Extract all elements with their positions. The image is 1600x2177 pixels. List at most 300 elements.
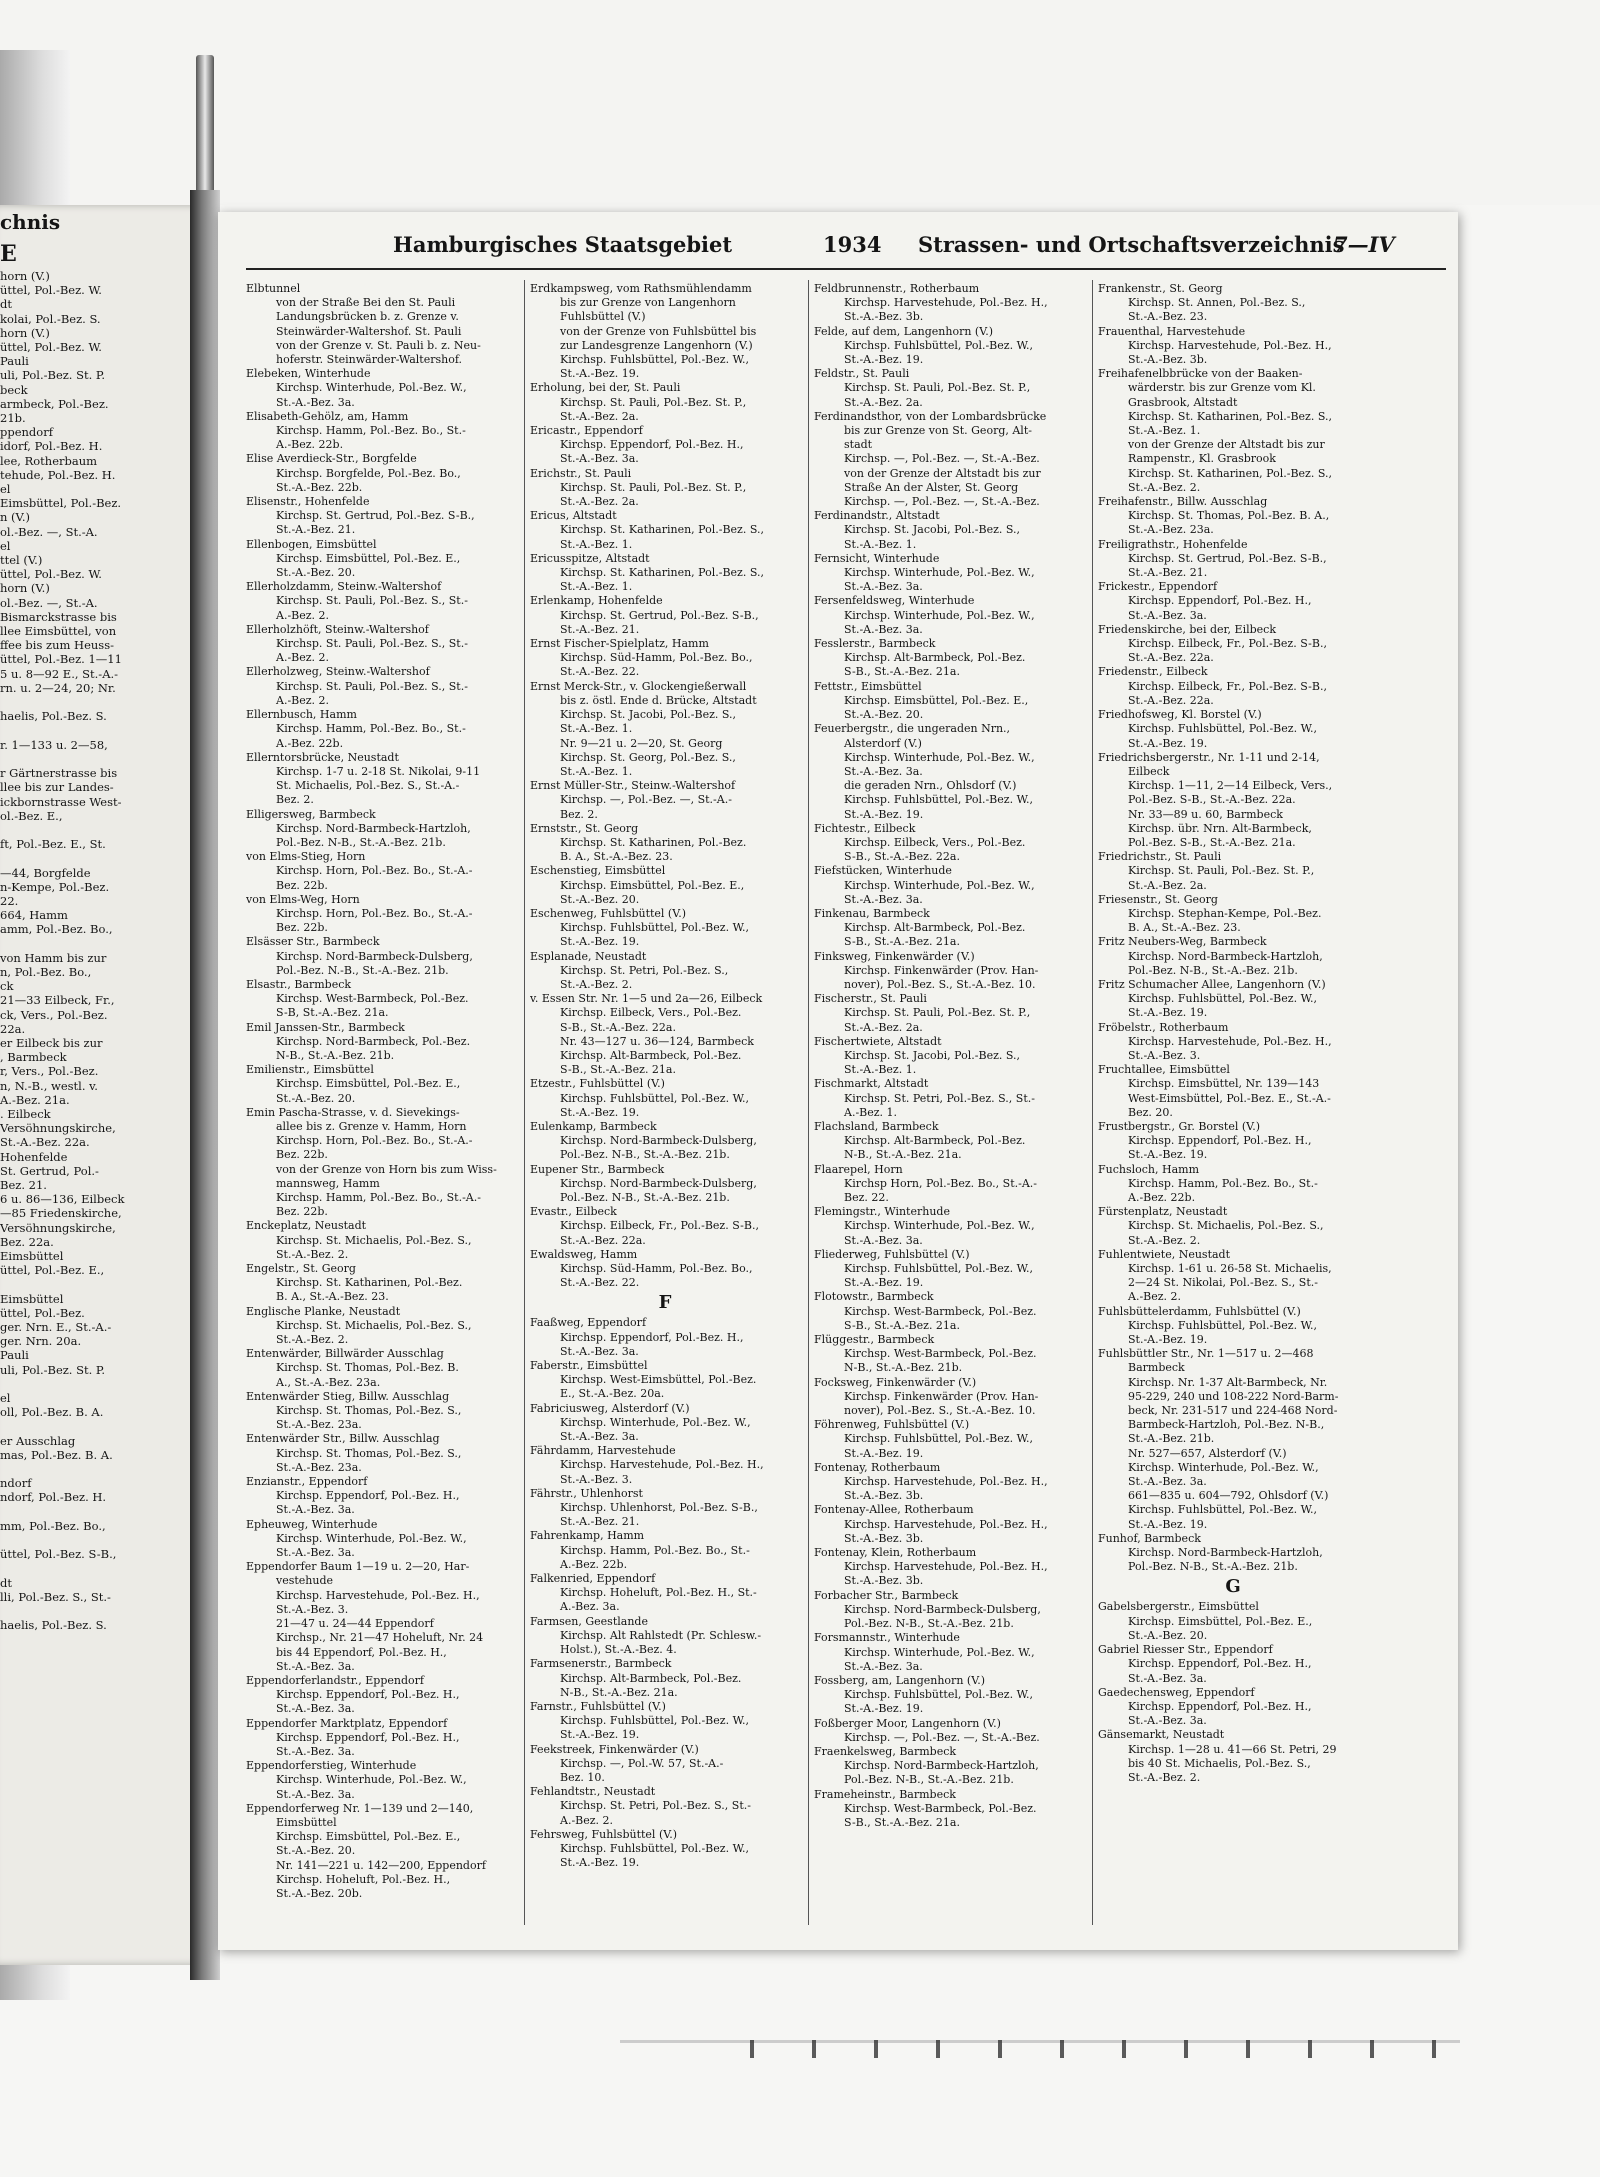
street-name: Entenwärder Stieg, Billw. Ausschlag — [246, 1389, 450, 1403]
street-detail: Kirchsp. übr. Nrn. Alt-Barmbeck, — [1128, 821, 1312, 835]
street-detail: bis z. östl. Ende d. Brücke, Altstadt — [560, 693, 757, 707]
left-page-line: üttel, Pol.-Bez. E., — [0, 1263, 105, 1278]
street-name: Ellenbogen, Eimsbüttel — [246, 537, 377, 551]
street-entry — [530, 822, 800, 865]
street-detail: Kirchsp. Eilbeck, Vers., Pol.-Bez. — [844, 835, 1026, 849]
street-entry — [246, 1560, 516, 1674]
street-detail: St.-A.-Bez. 3a. — [1128, 1714, 1207, 1728]
street-name: Forsmannstr., Winterhude — [814, 1631, 960, 1645]
street-detail: St.-A.-Bez. 1. — [560, 580, 633, 594]
street-detail: Kirchsp. Uhlenhorst, Pol.-Bez. S-B., — [560, 1501, 758, 1515]
street-detail: Kirchsp. Süd-Hamm, Pol.-Bez. Bo., — [560, 1262, 753, 1276]
street-detail: Kirchsp. St. Thomas, Pol.-Bez. S., — [276, 1404, 462, 1418]
street-detail: St.-A.-Bez. 21. — [1128, 566, 1208, 580]
street-detail: St.-A.-Bez. 3a. — [276, 1659, 355, 1673]
street-name: Elisenstr., Hohenfelde — [246, 495, 370, 509]
left-page-line — [0, 1505, 190, 1519]
street-detail: Kirchsp. St. Georg, Pol.-Bez. S., — [560, 750, 736, 764]
street-name: von Elms-Weg, Horn — [246, 892, 360, 906]
street-detail: St.-A.-Bez. 2. — [1128, 1770, 1201, 1784]
street-detail: Kirchsp. St. Thomas, Pol.-Bez. B. A., — [1128, 509, 1330, 523]
street-name: Flotowstr., Barmbeck — [814, 1290, 934, 1304]
street-detail: Kirchsp. Nord-Barmbeck-Dulsberg, — [560, 1176, 757, 1190]
street-detail: nover), Pol.-Bez. S., St.-A.-Bez. 10. — [844, 977, 1036, 991]
street-detail: St.-A.-Bez. 20. — [560, 892, 640, 906]
street-entry — [1098, 1248, 1368, 1305]
street-entry — [530, 1205, 800, 1248]
street-detail: St.-A.-Bez. 3a. — [844, 1233, 923, 1247]
street-name: Ferdinandstr., Altstadt — [814, 509, 940, 523]
street-entry — [530, 467, 800, 510]
street-detail: Bez. 22. — [844, 1191, 889, 1204]
left-page-line: Bez. 21. — [0, 1178, 47, 1192]
street-detail: A.-Bez. 2. — [276, 693, 330, 707]
street-name: Gänsemarkt, Neustadt — [1098, 1728, 1225, 1742]
street-name: Finksweg, Finkenwärder (V.) — [814, 949, 975, 963]
street-detail: allee bis z. Grenze v. Hamm, Horn — [276, 1119, 467, 1133]
street-name: Ellernbusch, Hamm — [246, 708, 357, 722]
street-detail: Kirchsp. St. Jacobi, Pol.-Bez. S., — [844, 1048, 1020, 1062]
left-page-line: ndorf — [0, 1476, 32, 1491]
street-detail: Kirchsp. Winterhude, Pol.-Bez. W., — [844, 566, 1035, 580]
left-page-line: A.-Bez. 21a. — [0, 1092, 70, 1107]
street-detail: St.-A.-Bez. 19. — [1128, 1333, 1208, 1347]
left-page-line: ol.-Bez. —, St.-A. — [0, 595, 98, 610]
street-name: Elsastr., Barmbeck — [246, 977, 352, 991]
street-detail: St.-A.-Bez. 22a. — [560, 1233, 646, 1247]
left-page-line: er Eilbeck bis zur — [0, 1035, 103, 1050]
street-detail: Kirchsp. St. Michaelis, Pol.-Bez. S., — [276, 1233, 472, 1247]
left-page-line: Bismarckstrasse bis — [0, 609, 117, 624]
street-detail: St.-A.-Bez. 19. — [560, 935, 640, 949]
street-name: Fritz Neubers-Weg, Barmbeck — [1098, 935, 1267, 949]
street-detail: Pol.-Bez. S-B., St.-A.-Bez. 21a. — [1128, 835, 1296, 849]
street-detail: Bez. 22b. — [276, 1148, 328, 1162]
left-page-line — [0, 724, 190, 738]
street-detail: St.-A.-Bez. 1. — [844, 1063, 917, 1077]
street-detail: von der Grenze von Fuhlsbüttel bis — [560, 324, 757, 338]
street-detail: A.-Bez. 3a. — [560, 1600, 620, 1614]
left-page-line: Hohenfelde — [0, 1149, 68, 1164]
left-page-line — [0, 752, 190, 766]
street-entry — [246, 850, 516, 893]
street-detail: Pol.-Bez. N-B., St.-A.-Bez. 21b. — [1128, 1560, 1298, 1574]
street-name: Friesenstr., St. Georg — [1098, 892, 1218, 906]
street-detail: Kirchsp. Winterhude, Pol.-Bez. W., — [844, 608, 1035, 622]
street-detail: Kirchsp. West-Barmbeck, Pol.-Bez. — [276, 992, 469, 1006]
street-entry — [1098, 1728, 1368, 1785]
street-detail: Kirchsp. West-Barmbeck, Pol.-Bez. — [844, 1304, 1037, 1318]
street-detail: Kirchsp. Fuhlsbüttel, Pol.-Bez. W., — [844, 1688, 1033, 1702]
street-detail: St.-A.-Bez. 3. — [560, 1472, 633, 1486]
street-name: Fersenfeldsweg, Winterhude — [814, 594, 975, 608]
street-entry — [530, 1572, 800, 1615]
street-detail: S-B., St.-A.-Bez. 21a. — [844, 1815, 960, 1829]
street-entry — [814, 410, 1084, 509]
street-entry — [246, 935, 516, 978]
left-page-line: Eimsbüttel, Pol.-Bez. — [0, 496, 122, 511]
street-detail: Kirchsp. Nord-Barmbeck-Dulsberg, — [844, 1602, 1041, 1616]
street-entry — [814, 1717, 1084, 1745]
street-detail: von der Grenze von Horn bis zum Wiss- — [276, 1162, 497, 1176]
header-title-right: Strassen- und Ortschaftsverzeichnis — [918, 232, 1345, 257]
street-entry — [246, 1432, 516, 1475]
street-detail: Bez. 22b. — [276, 921, 328, 935]
street-name: Foßberger Moor, Langenhorn (V.) — [814, 1716, 1001, 1730]
street-detail: Kirchsp. Horn, Pol.-Bez. Bo., St.-A.- — [276, 906, 473, 920]
street-detail: Kirchsp. Winterhude, Pol.-Bez. W., — [844, 878, 1035, 892]
street-entry — [530, 1444, 800, 1487]
street-detail: Kirchsp. St. Thomas, Pol.-Bez. S., — [276, 1446, 462, 1460]
street-detail: Kirchsp. Winterhude, Pol.-Bez. W., — [560, 1415, 751, 1429]
street-detail: S-B., St.-A.-Bez. 22a. — [560, 1020, 676, 1034]
street-entry — [814, 680, 1084, 723]
street-entry — [814, 1503, 1084, 1546]
left-page-line: tehude, Pol.-Bez. H. — [0, 467, 116, 482]
street-detail: Kirchsp. St. Katharinen, Pol.-Bez. S., — [560, 523, 764, 537]
street-name: Friedrichsbergerstr., Nr. 1-11 und 2-14, — [1098, 750, 1320, 764]
street-name: Fischertwiete, Altstadt — [814, 1034, 942, 1048]
street-detail: St.-A.-Bez. 3. — [276, 1602, 349, 1616]
street-entry — [246, 978, 516, 1021]
street-detail: Kirchsp. Fuhlsbüttel, Pol.-Bez. W., — [560, 353, 749, 367]
street-entry — [1098, 1643, 1368, 1686]
street-detail: A.-Bez. 2. — [276, 651, 330, 665]
street-detail: Kirchsp. Fuhlsbüttel, Pol.-Bez. W., — [844, 793, 1033, 807]
street-detail: Kirchsp. St. Jacobi, Pol.-Bez. S., — [560, 708, 736, 722]
street-detail: Kirchsp. Eimsbüttel, Pol.-Bez. E., — [560, 878, 745, 892]
left-page-line — [0, 1462, 190, 1476]
left-page-line: beck — [0, 382, 28, 397]
street-entry — [1098, 1600, 1368, 1643]
left-page-line: uli, Pol.-Bez. St. P. — [0, 368, 105, 383]
street-name: Fischerstr., St. Pauli — [814, 992, 927, 1006]
left-page-line: , Barmbeck — [0, 1050, 67, 1065]
street-detail: A., St.-A.-Bez. 23a. — [276, 1375, 381, 1389]
street-name: Fernsicht, Winterhude — [814, 551, 940, 565]
left-page-line: ol.-Bez. E., — [0, 808, 63, 823]
left-page-line: —85 Friedenskirche, — [0, 1206, 122, 1221]
street-detail: 95-229, 240 und 108-222 Nord-Barm- — [1128, 1389, 1339, 1403]
street-detail: St.-A.-Bez. 19. — [844, 1446, 924, 1460]
street-entry — [1098, 495, 1368, 538]
street-detail: Barmbeck-Hartzloh, Pol.-Bez. N-B., — [1128, 1418, 1325, 1432]
street-detail: Kirchsp. Nord-Barmbeck-Dulsberg, — [560, 1134, 757, 1148]
street-name: Ferdinandsthor, von der Lombardsbrücke — [814, 409, 1047, 423]
street-detail: Landungsbrücken b. z. Grenze v. — [276, 310, 459, 324]
street-name: Entenwärder Str., Billw. Ausschlag — [246, 1432, 440, 1446]
left-page-line: n, Pol.-Bez. Bo., — [0, 964, 92, 979]
street-name: Erdkampsweg, vom Rathsmühlendamm — [530, 282, 752, 295]
street-entry — [814, 1788, 1084, 1831]
street-detail: die geraden Nrn., Ohlsdorf (V.) — [844, 779, 1017, 793]
binding-clip — [196, 55, 214, 205]
left-page-line: dt — [0, 1575, 12, 1590]
street-entry — [530, 1316, 800, 1359]
street-entry — [1098, 1686, 1368, 1729]
street-name: Fontenay, Rotherbaum — [814, 1460, 941, 1474]
left-page-line: 22. — [0, 893, 19, 908]
street-entry — [530, 1657, 800, 1700]
left-page-line: horn (V.) — [0, 581, 50, 596]
street-detail: Kirchsp. Nord-Barmbeck-Dulsberg, — [276, 949, 473, 963]
street-name: Epheuweg, Winterhude — [246, 1517, 378, 1531]
street-detail: Kirchsp. Finkenwärder (Prov. Han- — [844, 1389, 1039, 1403]
street-detail: Kirchsp. Harvestehude, Pol.-Bez. H., — [560, 1458, 764, 1472]
street-detail: St.-A.-Bez. 19. — [1128, 1006, 1208, 1020]
street-detail: St.-A.-Bez. 3a. — [276, 1744, 355, 1758]
left-page-line: ickbornstrasse West- — [0, 794, 122, 809]
street-name: Elsässer Str., Barmbeck — [246, 935, 380, 949]
street-detail: Bez. 2. — [560, 807, 598, 821]
street-name: Focksweg, Finkenwärder (V.) — [814, 1375, 977, 1389]
left-page-line — [0, 937, 190, 951]
street-entry — [1098, 1120, 1368, 1163]
street-name: Gabelsbergerstr., Eimsbüttel — [1098, 1600, 1259, 1614]
street-detail: St.-A.-Bez. 20b. — [276, 1886, 363, 1900]
street-entry — [530, 1120, 800, 1163]
street-detail: St.-A.-Bez. 2. — [560, 977, 633, 991]
left-page-line: St.-A.-Bez. 22a. — [0, 1135, 90, 1150]
street-name: Engelstr., St. Georg — [246, 1262, 356, 1276]
street-name: Gaedechensweg, Eppendorf — [1098, 1685, 1255, 1699]
street-entry — [814, 907, 1084, 950]
left-page-line: llee Eimsbüttel, von — [0, 624, 117, 639]
street-detail: St.-A.-Bez. 2. — [276, 1333, 349, 1347]
street-entry — [1098, 935, 1368, 978]
street-name: Feuerbergstr., die ungeraden Nrn., — [814, 722, 1011, 736]
left-page-line: n, N.-B., westl. v. — [0, 1078, 98, 1093]
street-detail: St.-A.-Bez. 2a. — [1128, 878, 1207, 892]
column-divider — [808, 280, 809, 1925]
left-page-line: üttel, Pol.-Bez. 1—11 — [0, 652, 122, 667]
street-name: Fürstenplatz, Neustadt — [1098, 1205, 1228, 1219]
street-name: Eschenweg, Fuhlsbüttel (V.) — [530, 906, 687, 920]
street-name: Elisabeth-Gehölz, am, Hamm — [246, 409, 409, 423]
street-name: Elebeken, Winterhude — [246, 367, 371, 381]
street-detail: St.-A.-Bez. 20. — [276, 1091, 356, 1105]
street-entry — [530, 1785, 800, 1828]
street-name: Erlenkamp, Hohenfelde — [530, 594, 663, 608]
street-detail: Kirchsp. Hamm, Pol.-Bez. Bo., St.-A.- — [276, 1191, 481, 1204]
street-detail: bis 40 St. Michaelis, Pol.-Bez. S., — [1128, 1756, 1311, 1770]
street-detail: Pol.-Bez. S-B., St.-A.-Bez. 22a. — [1128, 793, 1296, 807]
street-detail: Kirchsp. Nord-Barmbeck-Hartzloh, — [276, 821, 471, 835]
left-page-line — [0, 823, 190, 837]
street-detail: St.-A.-Bez. 22b. — [276, 480, 363, 494]
street-detail: S-B., St.-A.-Bez. 21a. — [844, 935, 960, 949]
street-detail: bis zur Grenze von St. Georg, Alt- — [844, 424, 1032, 438]
street-detail: Kirchsp. Eppendorf, Pol.-Bez. H., — [560, 438, 744, 452]
left-page-line: r Gärtnerstrasse bis — [0, 766, 118, 781]
street-detail: Kirchsp. St. Pauli, Pol.-Bez. St. P., — [560, 395, 747, 409]
street-entry — [246, 1063, 516, 1106]
street-entry — [530, 1487, 800, 1530]
street-detail: St.-A.-Bez. 3a. — [276, 1787, 355, 1801]
street-entry — [530, 950, 800, 993]
street-detail: Kirchsp. West-Barmbeck, Pol.-Bez. — [844, 1347, 1037, 1361]
left-page-line: üttel, Pol.-Bez. S-B., — [0, 1547, 117, 1562]
directory-page — [218, 212, 1458, 1950]
section-letter: G — [1225, 1576, 1241, 1598]
street-detail: Kirchsp. St. Katharinen, Pol.-Bez. — [276, 1276, 463, 1290]
left-page-line: ndorf, Pol.-Bez. H. — [0, 1490, 107, 1505]
street-detail: Pol.-Bez. N-B., St.-A.-Bez. 21b. — [560, 1191, 730, 1204]
street-detail: Kirchsp. St. Michaelis, Pol.-Bez. S., — [1128, 1219, 1324, 1233]
street-detail: St.-A.-Bez. 1. — [560, 537, 633, 551]
street-name: Eppendorfer Marktplatz, Eppendorf — [246, 1716, 448, 1730]
street-detail: Kirchsp. Eimsbüttel, Pol.-Bez. E., — [844, 693, 1029, 707]
street-entry — [814, 1376, 1084, 1419]
street-detail: Kirchsp. St. Pauli, Pol.-Bez. St. P., — [844, 1006, 1031, 1020]
street-detail: Kirchsp. Hamm, Pol.-Bez. Bo., St.- — [276, 424, 466, 438]
street-entry — [530, 509, 800, 552]
street-detail: St.-A.-Bez. 19. — [844, 353, 924, 367]
street-detail: N-B., St.-A.-Bez. 21a. — [560, 1685, 678, 1699]
street-detail: St.-A.-Bez. 21. — [560, 622, 640, 636]
street-entry — [814, 282, 1084, 325]
street-name: Elbtunnel — [246, 282, 301, 295]
street-detail: von der Grenze der Altstadt bis zur — [1128, 438, 1325, 452]
street-detail: Pol.-Bez. N-B., St.-A.-Bez. 21b. — [844, 1617, 1014, 1631]
left-page-line: 21—33 Eilbeck, Fr., — [0, 993, 115, 1008]
street-entry — [1098, 751, 1368, 850]
left-page-line: Eimsbüttel — [0, 1249, 64, 1264]
street-detail: Kirchsp. St. Katharinen, Pol.-Bez. S., — [1128, 466, 1332, 480]
street-name: Fabriciusweg, Alsterdorf (V.) — [530, 1401, 690, 1415]
street-entry — [814, 1546, 1084, 1589]
street-name: Föhrenweg, Fuhlsbüttel (V.) — [814, 1418, 970, 1432]
street-entry — [530, 381, 800, 424]
left-page-line: n (V.) — [0, 510, 30, 525]
street-detail: Kirchsp. Winterhude, Pol.-Bez. W., — [276, 1531, 467, 1545]
street-detail: Kirchsp. Harvestehude, Pol.-Bez. H., — [276, 1588, 480, 1602]
street-detail: St.-A.-Bez. 23. — [1128, 310, 1208, 324]
left-page-line: amm, Pol.-Bez. Bo., — [0, 922, 113, 937]
street-entry — [246, 1347, 516, 1390]
left-page-line — [0, 1533, 190, 1547]
street-detail: Bez. 10. — [560, 1770, 605, 1784]
street-detail: Pol.-Bez. N-B., St.-A.-Bez. 21b. — [844, 1773, 1014, 1787]
street-detail: Kirchsp. St. Pauli, Pol.-Bez. St. P., — [1128, 864, 1315, 878]
street-detail: Barmbeck — [1128, 1361, 1185, 1375]
street-detail: B. A., St.-A.-Bez. 23. — [560, 850, 673, 864]
street-detail: Kirchsp. Alt-Barmbeck, Pol.-Bez. — [560, 1048, 742, 1062]
left-page-line: von Hamm bis zur — [0, 950, 107, 965]
left-page-line: Pauli — [0, 354, 29, 369]
street-entry — [814, 1120, 1084, 1163]
street-entry — [246, 665, 516, 708]
street-entry — [246, 580, 516, 623]
street-detail: Kirchsp. Eimsbüttel, Nr. 139—143 — [1128, 1077, 1320, 1091]
street-entry — [530, 1077, 800, 1120]
street-detail: Pol.-Bez. N-B., St.-A.-Bez. 21b. — [1128, 963, 1298, 977]
street-detail: A.-Bez. 2. — [276, 608, 330, 622]
street-detail: St.-A.-Bez. 2a. — [844, 1020, 923, 1034]
street-detail: Kirchsp. St. Petri, Pol.-Bez. S., — [560, 963, 729, 977]
street-detail: Kirchsp. Nord-Barmbeck, Pol.-Bez. — [276, 1034, 471, 1048]
street-detail: B. A., St.-A.-Bez. 23. — [276, 1290, 389, 1304]
street-detail: S-B., St.-A.-Bez. 22a. — [844, 850, 960, 864]
left-page-line: St. Gertrud, Pol.- — [0, 1163, 99, 1178]
street-detail: Kirchsp. West-Eimsbüttel, Pol.-Bez. — [560, 1373, 757, 1387]
street-detail: von der Straße Bei den St. Pauli — [276, 296, 456, 310]
street-name: Freihafenstr., Billw. Ausschlag — [1098, 495, 1268, 509]
street-detail: Bez. 2. — [276, 793, 314, 807]
street-entry — [246, 410, 516, 453]
street-name: Fuhlentwiete, Neustadt — [1098, 1247, 1231, 1261]
street-entry — [246, 367, 516, 410]
street-detail: St.-A.-Bez. 19. — [560, 1728, 640, 1742]
street-detail: Kirchsp. Fuhlsbüttel, Pol.-Bez. W., — [560, 1091, 749, 1105]
street-entry — [530, 864, 800, 907]
street-name: Frickestr., Eppendorf — [1098, 580, 1218, 594]
street-detail: Kirchsp. St. Katharinen, Pol.-Bez. S., — [1128, 409, 1332, 423]
street-name: Fliederweg, Fuhlsbüttel (V.) — [814, 1247, 970, 1261]
street-detail: Nr. 9—21 u. 2—20, St. Georg — [560, 736, 723, 750]
street-detail: Kirchsp. —, Pol.-Bez. —, St.-A.-Bez. — [844, 495, 1040, 509]
street-detail: St.-A.-Bez. 3b. — [844, 1531, 924, 1545]
street-entry — [246, 452, 516, 495]
street-detail: E., St.-A.-Bez. 20a. — [560, 1387, 665, 1401]
left-page-line: ffee bis zum Heuss- — [0, 638, 114, 653]
street-detail: Kirchsp. Borgfelde, Pol.-Bez. Bo., — [276, 466, 461, 480]
street-detail: St.-A.-Bez. 21b. — [1128, 1432, 1215, 1446]
left-page-line — [0, 1419, 190, 1433]
street-name: Englische Planke, Neustadt — [246, 1304, 401, 1318]
street-detail: West-Eimsbüttel, Pol.-Bez. E., St.-A.- — [1128, 1091, 1331, 1105]
street-detail: St.-A.-Bez. 3a. — [560, 1344, 639, 1358]
street-entry — [814, 1674, 1084, 1717]
street-entry — [246, 1802, 516, 1901]
street-detail: St.-A.-Bez. 19. — [560, 1856, 640, 1870]
street-detail: Kirchsp. St. Pauli, Pol.-Bez. St. P., — [560, 480, 747, 494]
street-name: Ellerntorsbrücke, Neustadt — [246, 750, 399, 764]
street-detail: St.-A.-Bez. 3b. — [844, 1574, 924, 1588]
street-detail: St.-A.-Bez. 23a. — [1128, 523, 1214, 537]
street-name: Felde, auf dem, Langenhorn (V.) — [814, 324, 994, 338]
street-name: Ellerholzdamm, Steinw.-Waltershof — [246, 580, 442, 594]
street-name: Eppendorfer Baum 1—19 u. 2—20, Har- — [246, 1560, 470, 1574]
street-detail: Kirchsp. Winterhude, Pol.-Bez. W., — [276, 381, 467, 395]
header-title-left: Hamburgisches Staatsgebiet — [393, 232, 733, 257]
street-name: Etzestr., Fuhlsbüttel (V.) — [530, 1077, 665, 1091]
street-detail: St.-A.-Bez. 20. — [1128, 1628, 1208, 1642]
street-detail: A.-Bez. 2. — [1128, 1290, 1182, 1304]
left-page-line: lee, Rotherbaum — [0, 453, 98, 468]
street-detail: Kirchsp. Alt-Barmbeck, Pol.-Bez. — [560, 1671, 742, 1685]
street-detail: St.-A.-Bez. 3a. — [1128, 1475, 1207, 1489]
street-name: Fischmarkt, Altstadt — [814, 1077, 929, 1091]
street-name: Flemingstr., Winterhude — [814, 1205, 950, 1219]
street-entry — [246, 1475, 516, 1518]
street-name: Ewaldsweg, Hamm — [530, 1247, 638, 1261]
street-name: Frustbergstr., Gr. Borstel (V.) — [1098, 1119, 1260, 1133]
street-detail: St.-A.-Bez. 19. — [844, 807, 924, 821]
left-page-line: üttel, Pol.-Bez. W. — [0, 567, 102, 582]
street-detail: St.-A.-Bez. 22. — [560, 665, 640, 679]
street-detail: Kirchsp. Winterhude, Pol.-Bez. W., — [844, 1645, 1035, 1659]
street-detail: Kirchsp. Winterhude, Pol.-Bez. W., — [276, 1773, 467, 1787]
street-entry — [814, 822, 1084, 865]
directory-column-1 — [246, 282, 516, 1922]
street-detail: St.-A.-Bez. 3a. — [844, 1659, 923, 1673]
left-page-line: mas, Pol.-Bez. B. A. — [0, 1447, 113, 1462]
street-name: v. Essen Str. Nr. 1—5 und 2a—26, Eilbeck — [530, 992, 763, 1006]
left-page-line: üttel, Pol.-Bez. W. — [0, 340, 102, 355]
street-detail: bis 44 Eppendorf, Pol.-Bez. H., — [276, 1645, 447, 1659]
left-page-line: ol.-Bez. —, St.-A. — [0, 524, 98, 539]
